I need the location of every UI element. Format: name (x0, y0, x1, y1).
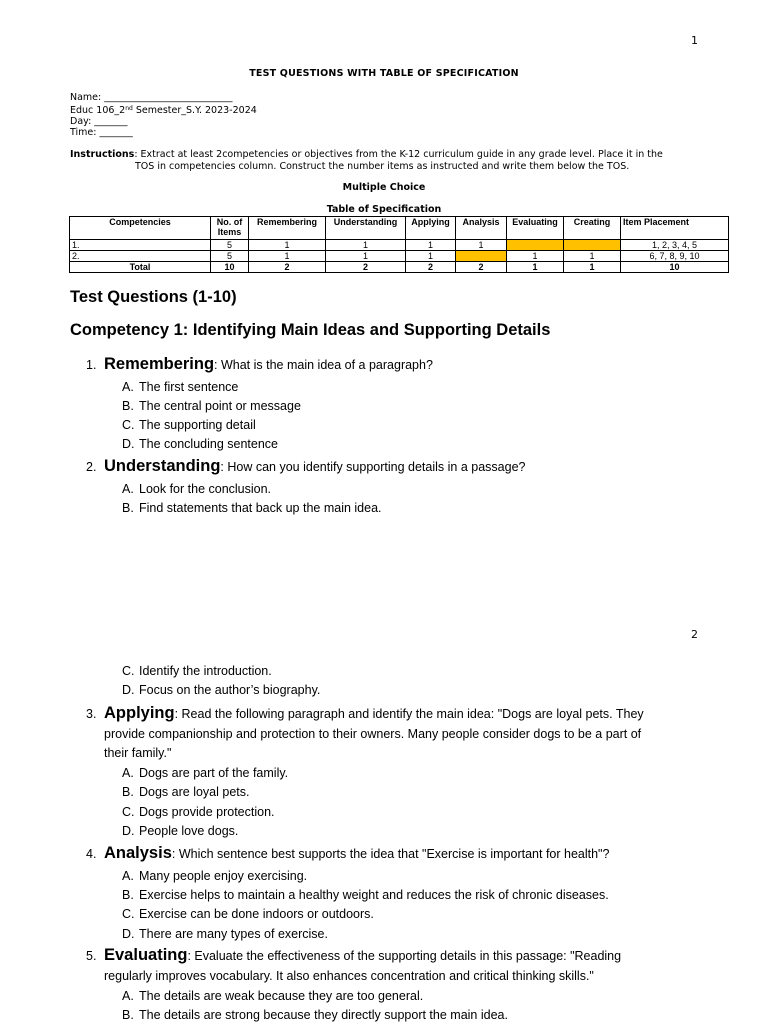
question-text: : Read the following paragraph and identify the main idea: "Dogs are loyal pets. They (174, 707, 644, 721)
question-text-continued: their family." (104, 746, 172, 760)
question-text-continued: regularly improves vocabulary. It also enhances concentration and critical thinking skills." (104, 968, 594, 983)
test-questions-heading: Test Questions (1-10) (70, 288, 237, 306)
table-cell: 5 (211, 240, 249, 251)
table-cell: 2 (456, 262, 507, 273)
table-cell: Total (70, 262, 211, 273)
option-letter: A. (122, 989, 134, 1003)
option (122, 480, 271, 500)
option-letter: C. (122, 805, 135, 819)
table-cell: 1 (507, 262, 564, 273)
table-cell: 2 (326, 262, 406, 273)
instructions (70, 149, 690, 172)
question-text: : Evaluate the effectiveness of the supporting details in this passage: "Reading (187, 949, 622, 963)
question-text-continued: provide companionship and protection to their owners. Many people consider dogs to be a part of (104, 726, 642, 741)
table-cell: 1 (326, 240, 406, 251)
table-cell-highlighted (456, 251, 507, 262)
option-text: Many people enjoy exercising. (139, 869, 308, 883)
option-text: Identify the introduction. (139, 664, 272, 678)
option (122, 822, 238, 842)
table-row (70, 251, 729, 262)
table-cell: 10 (211, 262, 249, 273)
name-field: Name: ___________________________ (70, 92, 233, 103)
option-letter: C. (122, 907, 135, 921)
option (122, 764, 288, 784)
option-letter: D. (122, 437, 135, 451)
option-text: The supporting detail (139, 418, 256, 432)
page-number: 2 (691, 628, 698, 641)
option-text: People love dogs. (139, 824, 239, 838)
question-number: 4. (86, 847, 97, 861)
table-header-cell: Item Placement (621, 217, 729, 240)
option-text: Dogs provide protection. (139, 805, 275, 819)
table-row (70, 240, 729, 251)
option-letter: B. (122, 1008, 134, 1022)
question-text: : What is the main idea of a paragraph? (214, 358, 433, 372)
option-letter: D. (122, 683, 135, 697)
table-header-cell: Evaluating (507, 217, 564, 240)
option (122, 397, 301, 417)
question-number: 5. (86, 949, 97, 963)
option (122, 886, 609, 906)
table-title: Table of Specification (326, 204, 442, 215)
table-cell: 1 (456, 240, 507, 251)
day-field: Day: _______ (70, 116, 128, 127)
option-text: Look for the conclusion. (139, 482, 272, 496)
question-2 (86, 457, 696, 478)
table-header-cell: No. of Items (211, 217, 249, 240)
question-text: : Which sentence best supports the idea that "Exercise is important for health"? (171, 847, 610, 861)
table-cell: 1, 2, 3, 4, 5 (621, 240, 729, 251)
table-header-cell: Competencies (70, 217, 211, 240)
document-title: TEST QUESTIONS WITH TABLE OF SPECIFICATION (249, 68, 519, 79)
question-number: 2. (86, 460, 97, 474)
specification-table (69, 216, 729, 273)
table-cell: 1 (249, 251, 326, 262)
table-total-row (70, 262, 729, 273)
course-prefix: Educ 106_2 (70, 105, 126, 116)
option (122, 783, 249, 803)
option-text: Dogs are loyal pets. (139, 785, 250, 799)
bloom-level: Applying (104, 704, 175, 722)
course-line (70, 103, 257, 116)
table-cell: 10 (621, 262, 729, 273)
question-number: 3. (86, 707, 97, 721)
question-text: : How can you identify supporting details in a passage? (220, 460, 526, 474)
page-number: 1 (691, 34, 698, 47)
option-text: The concluding sentence (139, 437, 278, 451)
table-cell: 2 (406, 262, 456, 273)
instructions-text: : Extract at least 2competencies or objectives from the K-12 curriculum guide in any grade level. Place it in the (134, 149, 663, 160)
question-1 (86, 355, 696, 376)
course-superscript: nd (125, 105, 133, 112)
option-text: The central point or message (139, 399, 301, 413)
option-letter: A. (122, 766, 134, 780)
table-cell: 2. (70, 251, 211, 262)
instructions-text-2: TOS in competencies column. Construct the number items as instructed and write them below the TOS. (135, 160, 630, 172)
question-4 (86, 844, 696, 865)
section-label: Multiple Choice (342, 182, 426, 193)
table-cell: 1 (564, 262, 621, 273)
table-cell: 1 (406, 251, 456, 262)
option-letter: D. (122, 824, 135, 838)
table-header-cell: Applying (406, 217, 456, 240)
option-letter: C. (122, 664, 135, 678)
option (122, 416, 256, 436)
table-cell: 1 (249, 240, 326, 251)
table-cell: 1. (70, 240, 211, 251)
table-cell-highlighted (507, 240, 564, 251)
competency-heading: Competency 1: Identifying Main Ideas and Supporting Details (70, 321, 551, 339)
option-letter: D. (122, 927, 135, 941)
table-cell: 6, 7, 8, 9, 10 (621, 251, 729, 262)
option (122, 681, 320, 701)
table-cell-highlighted (564, 240, 621, 251)
table-header-row (70, 217, 729, 240)
option (122, 1006, 508, 1026)
option-text: Dogs are part of the family. (139, 766, 289, 780)
table-cell: 1 (406, 240, 456, 251)
table-header-cell: Creating (564, 217, 621, 240)
option (122, 435, 278, 455)
option-letter: A. (122, 482, 134, 496)
option-text: Exercise helps to maintain a healthy weight and reduces the risk of chronic diseases. (139, 888, 609, 902)
instructions-label: Instructions (70, 149, 135, 160)
option (122, 803, 275, 823)
bloom-level: Understanding (104, 457, 221, 475)
option (122, 378, 238, 398)
course-suffix: Semester_S.Y. 2023-2024 (132, 105, 257, 116)
table-header-cell: Remembering (249, 217, 326, 240)
option-letter: A. (122, 869, 134, 883)
option-text: Focus on the author’s biography. (139, 683, 321, 697)
option (122, 867, 307, 887)
option-text: The details are weak because they are too general. (139, 989, 424, 1003)
option (122, 925, 328, 945)
bloom-level: Remembering (104, 355, 215, 373)
table-cell: 1 (326, 251, 406, 262)
time-field: Time: _______ (70, 127, 133, 138)
table-cell: 1 (564, 251, 621, 262)
question-number: 1. (86, 358, 97, 372)
option-text: Find statements that back up the main idea. (139, 501, 382, 515)
question-5 (86, 946, 696, 986)
table-cell: 5 (211, 251, 249, 262)
option-text: The details are strong because they directly support the main idea. (139, 1008, 508, 1022)
question-3 (86, 704, 696, 764)
option (122, 987, 423, 1007)
option (122, 499, 382, 519)
option-text: Exercise can be done indoors or outdoors. (139, 907, 374, 921)
table-header-cell: Understanding (326, 217, 406, 240)
table-cell: 1 (507, 251, 564, 262)
option (122, 905, 374, 925)
option-letter: C. (122, 418, 135, 432)
option-letter: B. (122, 399, 134, 413)
table-cell: 2 (249, 262, 326, 273)
option-letter: B. (122, 501, 134, 515)
option-letter: A. (122, 380, 134, 394)
bloom-level: Analysis (104, 844, 172, 862)
option-text: The first sentence (139, 380, 239, 394)
bloom-level: Evaluating (104, 946, 188, 964)
option-text: There are many types of exercise. (139, 927, 328, 941)
option-letter: B. (122, 888, 134, 902)
student-header (70, 92, 257, 138)
option-letter: B. (122, 785, 134, 799)
option (122, 662, 272, 682)
table-header-cell: Analysis (456, 217, 507, 240)
